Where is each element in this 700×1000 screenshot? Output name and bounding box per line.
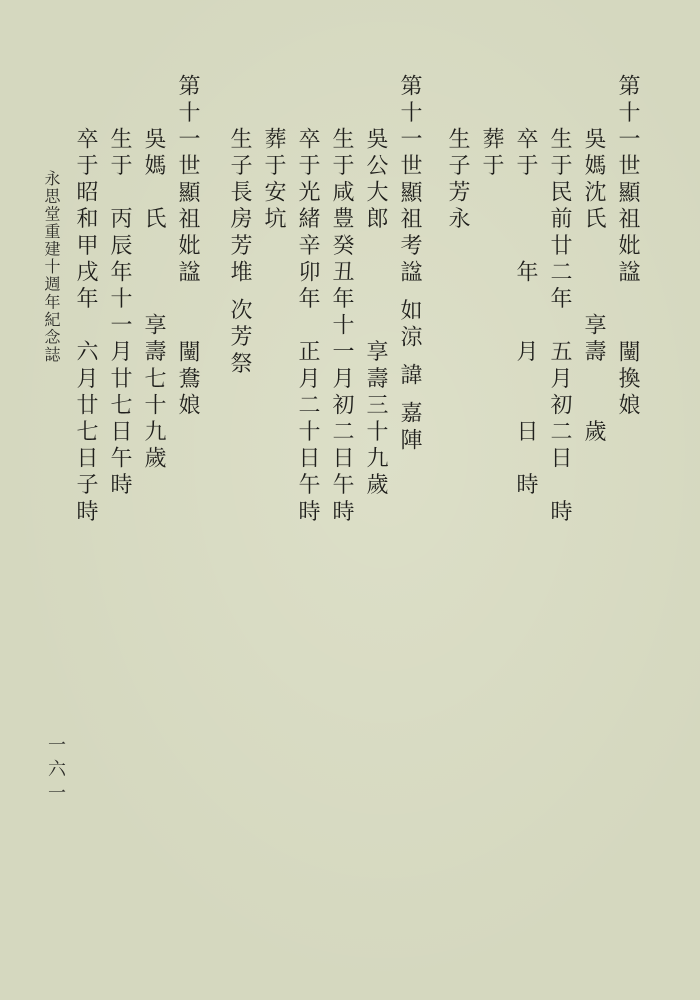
- genealogy-column: 卒于光緒辛卯年 正月二十日午時: [295, 127, 320, 526]
- genealogy-column: 吳媽 氏 享壽七十九歲: [141, 127, 166, 473]
- genealogy-column: 卒于 年 月 日 時: [513, 127, 538, 500]
- genealogy-column: 第十一世顯祖妣諡 闉鴦娘: [175, 74, 200, 420]
- genealogy-column: 生子芳永: [445, 127, 470, 234]
- genealogy-column: 吳媽沈氏 享壽 歲: [581, 127, 606, 447]
- genealogy-column: 第十一世顯祖妣諡 闉換娘: [615, 74, 640, 420]
- genealogy-column: 生子長房芳堆 次芳祭: [227, 127, 252, 378]
- genealogy-column: 葬于安坑: [261, 127, 286, 234]
- genealogy-column: 生于 丙辰年十一月廿七日午時: [107, 127, 132, 500]
- genealogy-column: 葬于: [479, 127, 504, 181]
- genealogy-column: 生于民前廿二年 五月初二日 時: [547, 127, 572, 526]
- genealogy-column: 生于咸豊癸丑年十一月初二日午時: [329, 127, 354, 526]
- page-number: 一六一: [45, 735, 66, 807]
- genealogy-column: 第十一世顯祖考諡 如涼 諱 嘉陣: [397, 74, 422, 455]
- genealogy-column: 卒于昭和甲戌年 六月廿七日子時: [73, 127, 98, 526]
- genealogy-column: 吳公大郎 享壽三十九歲: [363, 127, 388, 500]
- book-title: 永思堂重建十週年紀念誌: [42, 170, 61, 364]
